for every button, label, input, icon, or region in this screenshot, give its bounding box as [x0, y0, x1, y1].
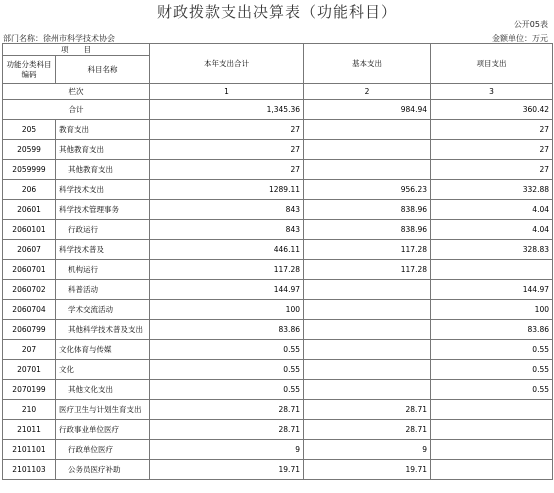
row-basic: [304, 320, 431, 340]
row-name: 医疗卫生与计划生育支出: [56, 400, 150, 420]
row-code: 2060799: [3, 320, 56, 340]
total-row: [3, 100, 553, 120]
column-index-2: 2: [304, 84, 431, 100]
row-code: 20607: [3, 240, 56, 260]
table-row: [3, 260, 553, 280]
row-total: 19.71: [150, 460, 304, 480]
total-row-project: 360.42: [431, 100, 553, 120]
table-row: [3, 400, 553, 420]
row-project: 0.55: [431, 360, 553, 380]
total-row-label: 合计: [3, 100, 150, 120]
table-row: [3, 160, 553, 180]
row-total: 1289.11: [150, 180, 304, 200]
row-project: [431, 400, 553, 420]
form-number: 公开05表: [513, 20, 548, 29]
row-total: 27: [150, 120, 304, 140]
row-project: 0.55: [431, 340, 553, 360]
row-basic: 28.71: [304, 400, 431, 420]
row-basic: [304, 140, 431, 160]
report-title: 财政拨款支出决算表（功能科目）: [156, 3, 397, 21]
row-code: 205: [3, 120, 56, 140]
row-basic: [304, 120, 431, 140]
code-column-header: 功能分类科目编码: [3, 56, 56, 84]
row-name: 行政事业单位医疗: [56, 420, 150, 440]
row-code: 2059999: [3, 160, 56, 180]
row-total: 446.11: [150, 240, 304, 260]
row-project: 144.97: [431, 280, 553, 300]
row-basic: 117.28: [304, 260, 431, 280]
row-name: 行政单位医疗: [56, 440, 150, 460]
row-name: 其他教育支出: [56, 160, 150, 180]
department-name: 部门名称：徐州市科学技术协会: [3, 34, 115, 43]
row-basic: 9: [304, 440, 431, 460]
amount-unit: 金额单位：万元: [492, 34, 548, 43]
row-total: 117.28: [150, 260, 304, 280]
row-name: 教育支出: [56, 120, 150, 140]
row-project: 27: [431, 140, 553, 160]
row-basic: [304, 280, 431, 300]
row-project: [431, 440, 553, 460]
row-name: 公务员医疗补助: [56, 460, 150, 480]
table-row: [3, 220, 553, 240]
row-total: 28.71: [150, 420, 304, 440]
row-basic: [304, 360, 431, 380]
row-total: 27: [150, 160, 304, 180]
row-name: 机构运行: [56, 260, 150, 280]
row-project: 4.04: [431, 220, 553, 240]
table-row: [3, 320, 553, 340]
row-basic: 956.23: [304, 180, 431, 200]
row-total: 100: [150, 300, 304, 320]
row-code: 2060101: [3, 220, 56, 240]
row-project: 0.55: [431, 380, 553, 400]
row-basic: 117.28: [304, 240, 431, 260]
row-name: 学术交流活动: [56, 300, 150, 320]
row-basic: [304, 380, 431, 400]
row-code: 21011: [3, 420, 56, 440]
row-project: 100: [431, 300, 553, 320]
row-total: 0.55: [150, 340, 304, 360]
table-row: [3, 440, 553, 460]
row-name: 其他教育支出: [56, 140, 150, 160]
table-row: [3, 140, 553, 160]
row-total: 28.71: [150, 400, 304, 420]
row-project: 83.86: [431, 320, 553, 340]
row-name: 文化体育与传媒: [56, 340, 150, 360]
row-project: [431, 420, 553, 440]
row-total: 0.55: [150, 360, 304, 380]
project-column-header: 项目支出: [431, 44, 553, 84]
name-column-header: 科目名称: [56, 56, 150, 84]
row-project: 27: [431, 120, 553, 140]
row-code: 207: [3, 340, 56, 360]
row-basic: 19.71: [304, 460, 431, 480]
row-basic: [304, 160, 431, 180]
row-code: 20701: [3, 360, 56, 380]
row-code: 20599: [3, 140, 56, 160]
row-name: 行政运行: [56, 220, 150, 240]
row-code: 210: [3, 400, 56, 420]
row-code: 2060704: [3, 300, 56, 320]
table-row: [3, 240, 553, 260]
total-column-header: 本年支出合计: [150, 44, 304, 84]
row-basic: 838.96: [304, 220, 431, 240]
row-total: 27: [150, 140, 304, 160]
row-code: 2101101: [3, 440, 56, 460]
row-total: 83.86: [150, 320, 304, 340]
row-code: 2060701: [3, 260, 56, 280]
row-basic: [304, 340, 431, 360]
row-project: 27: [431, 160, 553, 180]
row-total: 0.55: [150, 380, 304, 400]
column-index-label: 栏次: [3, 84, 150, 100]
column-index-3: 3: [431, 84, 553, 100]
item-group-header: 项 目: [3, 44, 150, 56]
row-total: 843: [150, 200, 304, 220]
table-row: [3, 340, 553, 360]
row-name: 其他科学技术普及支出: [56, 320, 150, 340]
expenditure-table: [2, 43, 553, 480]
row-code: 2101103: [3, 460, 56, 480]
table-row: [3, 200, 553, 220]
row-code: 206: [3, 180, 56, 200]
table-row: [3, 380, 553, 400]
row-basic: 838.96: [304, 200, 431, 220]
table-row: [3, 460, 553, 480]
table-row: [3, 180, 553, 200]
row-name: 其他文化支出: [56, 380, 150, 400]
row-name: 文化: [56, 360, 150, 380]
row-project: [431, 460, 553, 480]
row-name: 科普活动: [56, 280, 150, 300]
row-project: 332.88: [431, 180, 553, 200]
total-row-total: 1,345.36: [150, 100, 304, 120]
row-total: 9: [150, 440, 304, 460]
row-name: 科学技术支出: [56, 180, 150, 200]
row-project: 4.04: [431, 200, 553, 220]
table-row: [3, 120, 553, 140]
row-project: [431, 260, 553, 280]
row-total: 144.97: [150, 280, 304, 300]
table-row: [3, 300, 553, 320]
total-row-basic: 984.94: [304, 100, 431, 120]
row-code: 2070199: [3, 380, 56, 400]
table-row: [3, 280, 553, 300]
row-code: 2060702: [3, 280, 56, 300]
table-row: [3, 360, 553, 380]
row-name: 科学技术普及: [56, 240, 150, 260]
basic-column-header: 基本支出: [304, 44, 431, 84]
row-project: 328.83: [431, 240, 553, 260]
row-total: 843: [150, 220, 304, 240]
row-name: 科学技术管理事务: [56, 200, 150, 220]
row-basic: [304, 300, 431, 320]
row-code: 20601: [3, 200, 56, 220]
column-index-1: 1: [150, 84, 304, 100]
table-row: [3, 420, 553, 440]
row-basic: 28.71: [304, 420, 431, 440]
